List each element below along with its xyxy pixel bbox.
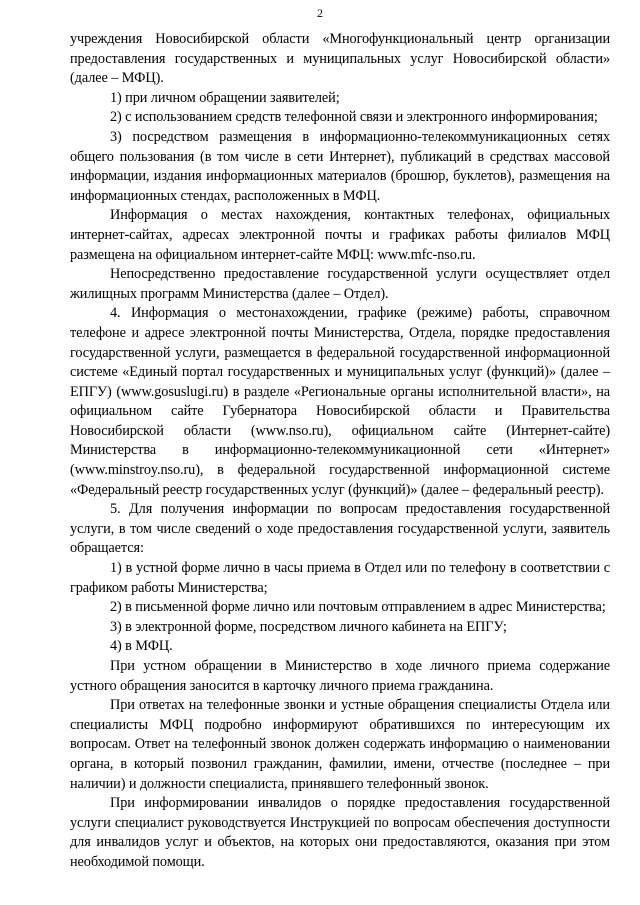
paragraph: Информация о местах нахождения, контактных телефонах, официальных интернет-сайтах, адресах электронной почты и графиках работы филиалов МФЦ размещена на официальном интернет-сайте МФЦ: www.mfc-nso.ru. [70,207,610,263]
paragraph: 3) в электронной форме, посредством личного кабинета на ЕПГУ; [110,618,507,635]
page-number: 2 [317,6,323,20]
paragraph: 4) в МФЦ. [110,638,173,655]
paragraph: Непосредственно предоставление государственной услуги осуществляет отдел жилищных программ Министерства (далее – Отдел). [70,266,610,302]
paragraph: При информировании инвалидов о порядке предоставления государственной услуги специалист руководствуется Инструкцией по вопросам обеспечения доступности для инвалидов услуг и объектов, на которых они предоставляются, оказания при этом необходимой помощи. [70,795,610,870]
paragraph: При ответах на телефонные звонки и устные обращения специалисты Отдела или специалисты МФЦ подробно информируют обратившихся по интересующим их вопросам. Ответ на телефонный звонок должен содержать информацию о наименовании органа, в который позвонил гражданин, фамилии, имени, отчестве (последнее – при наличии) и должности специалиста, принявшего телефонный звонок. [70,697,610,792]
paragraph: 2) в письменной форме лично или почтовым отправлением в адрес Министерства; [110,599,606,616]
paragraph: 3) посредством размещения в информационно-телекоммуникационных сетях общего пользования (в том числе в сети Интернет), публикаций в средствах массовой информации, издания информационных материалов (брошюр, буклетов), размещения на информационных стендах, расположенных в МФЦ. [70,128,610,204]
paragraph: 4. Информация о местонахождении, графике (режиме) работы, справочном телефоне и адресе электронной почты Министерства, Отдела, порядке предоставления государственной услуги, размещается в федеральной государственной информационной системе «Единый портал государственных и муниципальных услуг (функций)» (далее – ЕПГУ) (www.gosuslugi.ru) в разделе «Региональные органы исполнительной власти», на официальном сайте Губернатора Новосибирской области и Правительства Новосибирской области (www.nso.ru), официальном сайте (Интернет-сайте) Министерства в информационно-телекоммуникационной сети «Интернет» (www.minstroy.nso.ru), в федеральной государственной информационной системе «Федеральный реестр государственных услуг (функций)» (далее – федеральный реестр). [70,305,610,498]
paragraph: 5. Для получения информации по вопросам предоставления государственной услуги, в том числе сведений о ходе предоставления государственной услуги, заявитель обращается: [70,501,610,557]
document-body [70,30,610,873]
paragraph: При устном обращении в Министерство в ходе личного приема содержание устного обращения заносится в карточку личного приема гражданина. [70,658,610,694]
paragraph: учреждения Новосибирской области «Многофункциональный центр организации предоставления государственных и муниципальных услуг Новосибирской области» (далее – МФЦ). [70,31,610,87]
paragraph: 1) при личном обращении заявителей; [110,89,340,106]
paragraph: 1) в устной форме лично в часы приема в Отдел или по телефону в соответствии с графиком работы Министерства; [70,560,610,596]
paragraph: 2) с использованием средств телефонной связи и электронного информирования; [110,109,598,126]
